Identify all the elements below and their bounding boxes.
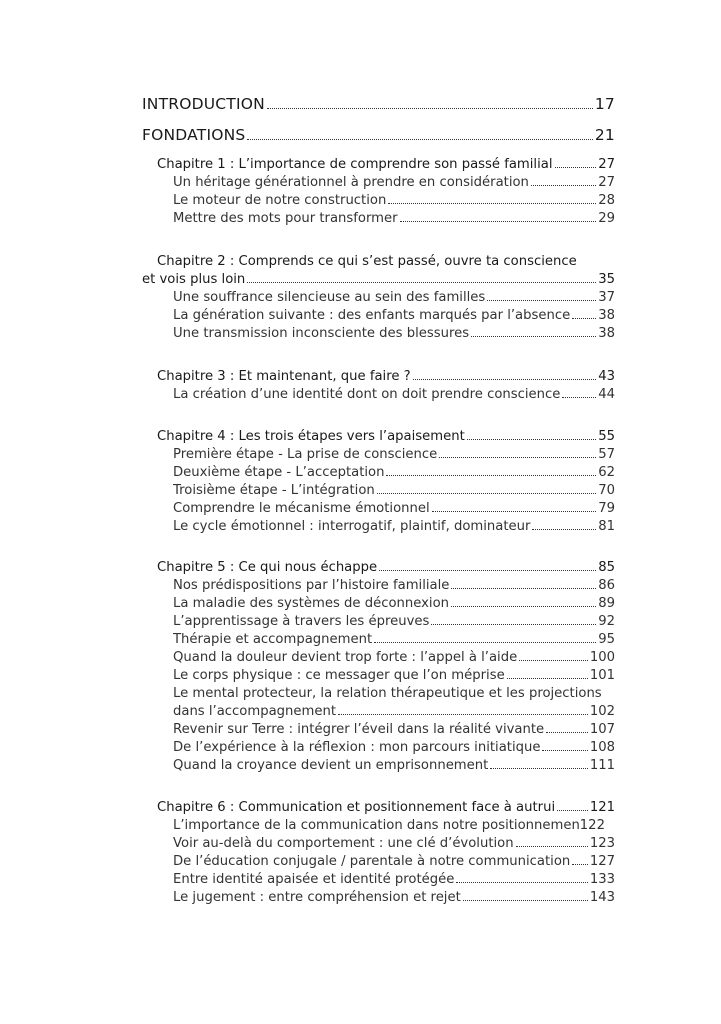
dot-leader (507, 677, 588, 679)
dot-leader (451, 587, 596, 589)
dot-leader (490, 767, 588, 769)
toc-section (173, 193, 615, 208)
section-title: L’importance de la communication dans notre positionnemen (173, 818, 580, 833)
dot-leader (555, 166, 597, 168)
toc-section (173, 722, 615, 737)
dot-leader (467, 438, 596, 440)
section-title: La maladie des systèmes de déconnexion (173, 596, 450, 611)
toc-section (173, 326, 615, 341)
section-page: 27 (598, 175, 615, 190)
chapter-title: Chapitre 1 : L’importance de comprendre son passé familial (157, 157, 553, 172)
toc-section (173, 614, 615, 629)
dot-leader (557, 809, 588, 811)
dot-leader (338, 713, 588, 715)
dot-leader (439, 456, 596, 458)
toc-section (173, 387, 615, 402)
dot-leader (247, 281, 596, 283)
chapter-page: 85 (598, 560, 615, 575)
section-page: 70 (598, 483, 615, 498)
dot-leader (516, 845, 588, 847)
toc-section (173, 854, 615, 869)
toc-section (173, 890, 615, 905)
section-page: 29 (598, 211, 615, 226)
section-title: Le moteur de notre construction (173, 193, 387, 208)
section-page: 57 (598, 447, 615, 462)
section-title: Troisième étape - L’intégration (173, 483, 375, 498)
section-page: 38 (598, 308, 615, 323)
dot-leader (377, 492, 596, 494)
section-title: Voir au-delà du comportement : une clé d’évolution (173, 836, 514, 851)
section-page: 101 (589, 668, 615, 683)
section-title: L’apprentissage à travers les épreuves (173, 614, 430, 629)
toc-section (173, 501, 615, 516)
toc-section (173, 290, 615, 305)
dot-leader (487, 299, 596, 301)
dot-leader (463, 899, 588, 901)
section-page: 37 (598, 290, 615, 305)
toc-section (173, 668, 615, 683)
dot-leader (400, 220, 597, 222)
section-title: Le jugement : entre compréhension et rejet (173, 890, 461, 905)
section-title: Quand la douleur devient trop forte : l’appel à l’aide (173, 650, 518, 665)
entry-page: 17 (594, 95, 615, 113)
section-page: 81 (598, 519, 615, 534)
toc-section (173, 465, 615, 480)
toc-section (173, 632, 615, 647)
chapter-title: Chapitre 6 : Communication et positionnement face à autrui (157, 800, 556, 815)
toc-section (173, 519, 615, 534)
dot-leader (531, 184, 596, 186)
toc-chapter-3 (157, 369, 615, 384)
toc-chapter-4 (157, 429, 615, 444)
section-page: 62 (598, 465, 615, 480)
chapter-page: 43 (598, 369, 615, 384)
toc-section (173, 447, 615, 462)
dot-leader (267, 107, 593, 109)
toc-chapter-2-line1: Chapitre 2 : Comprends ce qui s’est passé, ouvre ta conscience (157, 254, 577, 269)
section-page: 102 (589, 704, 615, 719)
toc-section (173, 836, 615, 851)
toc-section (173, 175, 615, 190)
section-title: Un héritage générationnel à prendre en considération (173, 175, 529, 190)
toc-section (173, 211, 615, 226)
toc-section (173, 872, 615, 887)
section-title: La génération suivante : des enfants marqués par l’absence (173, 308, 571, 323)
section-title: Comprendre le mécanisme émotionnel (173, 501, 430, 516)
dot-leader (386, 474, 596, 476)
section-page: 92 (598, 614, 615, 629)
chapter-page: 121 (589, 800, 615, 815)
dot-leader (451, 605, 596, 607)
section-title: De l’expérience à la réflexion : mon parcours initiatique (173, 740, 541, 755)
section-page: 107 (589, 722, 615, 737)
dot-leader (562, 396, 596, 398)
section-page: 44 (598, 387, 615, 402)
section-page: 89 (598, 596, 615, 611)
entry-title: FONDATIONS (142, 126, 246, 144)
section-page: 79 (598, 501, 615, 516)
section-page: 108 (589, 740, 615, 755)
section-page: 133 (589, 872, 615, 887)
dot-leader (532, 528, 596, 530)
section-title: Mettre des mots pour transformer (173, 211, 398, 226)
dot-leader (388, 202, 596, 204)
section-page: 95 (598, 632, 615, 647)
toc-section (173, 308, 615, 323)
section-title: La création d’une identité dont on doit prendre conscience (173, 387, 561, 402)
chapter-title: Chapitre 5 : Ce qui nous échappe (157, 560, 378, 575)
entry-page: 21 (594, 126, 615, 144)
chapter-page: 35 (598, 272, 615, 287)
dot-leader (374, 641, 596, 643)
toc-section (173, 483, 615, 498)
chapter-title: et vois plus loin (142, 272, 246, 287)
dot-leader (572, 863, 588, 865)
section-title: De l’éducation conjugale / parentale à notre communication (173, 854, 571, 869)
toc-section (173, 704, 615, 719)
section-page: 28 (598, 193, 615, 208)
chapter-title: Chapitre 4 : Les trois étapes vers l’apaisement (157, 429, 465, 444)
dot-leader (431, 623, 596, 625)
toc-chapter-2 (142, 272, 615, 287)
dot-leader (456, 881, 587, 883)
section-title: Une transmission inconsciente des blessures (173, 326, 470, 341)
section-title: Nos prédispositions par l’histoire familiale (173, 578, 450, 593)
section-title: Entre identité apaisée et identité protégée (173, 872, 455, 887)
section-page: 122 (579, 818, 605, 833)
section-title: dans l’accompagnement (173, 704, 337, 719)
toc-section (173, 650, 615, 665)
dot-leader (432, 510, 597, 512)
section-title: Revenir sur Terre : intégrer l’éveil dans la réalité vivante (173, 722, 545, 737)
toc-section-multiline-line1: Le mental protecteur, la relation thérapeutique et les projections (173, 686, 602, 701)
section-page: 38 (598, 326, 615, 341)
section-page: 111 (589, 758, 615, 773)
dot-leader (413, 378, 597, 380)
toc-section (173, 758, 615, 773)
dot-leader (572, 317, 596, 319)
chapter-title: Chapitre 3 : Et maintenant, que faire ? (157, 369, 411, 384)
section-page: 127 (589, 854, 615, 869)
section-page: 123 (589, 836, 615, 851)
dot-leader (542, 749, 587, 751)
section-title: Thérapie et accompagnement (173, 632, 373, 647)
section-page: 86 (598, 578, 615, 593)
entry-title: INTRODUCTION (142, 95, 265, 113)
toc-section (173, 740, 615, 755)
section-title: Deuxième étape - L’acceptation (173, 465, 385, 480)
dot-leader (379, 569, 596, 571)
toc-chapter-1 (157, 157, 615, 172)
toc-chapter-6 (157, 800, 615, 815)
toc-chapter-5 (157, 560, 615, 575)
toc-section (173, 596, 615, 611)
section-page: 100 (589, 650, 615, 665)
toc-section (173, 578, 615, 593)
toc-entry-fondations (142, 126, 615, 144)
toc-entry-introduction (142, 95, 615, 113)
dot-leader (546, 731, 588, 733)
dot-leader (247, 138, 592, 140)
section-title: Première étape - La prise de conscience (173, 447, 438, 462)
dot-leader (471, 335, 596, 337)
section-title: Le corps physique : ce messager que l’on méprise (173, 668, 505, 683)
section-title: Une souffrance silencieuse au sein des familles (173, 290, 486, 305)
section-title: Quand la croyance devient un emprisonnement (173, 758, 489, 773)
section-title: Le cycle émotionnel : interrogatif, plaintif, dominateur (173, 519, 531, 534)
toc-section (173, 818, 615, 833)
dot-leader (519, 659, 588, 661)
chapter-page: 27 (598, 157, 615, 172)
chapter-page: 55 (598, 429, 615, 444)
section-page: 143 (589, 890, 615, 905)
